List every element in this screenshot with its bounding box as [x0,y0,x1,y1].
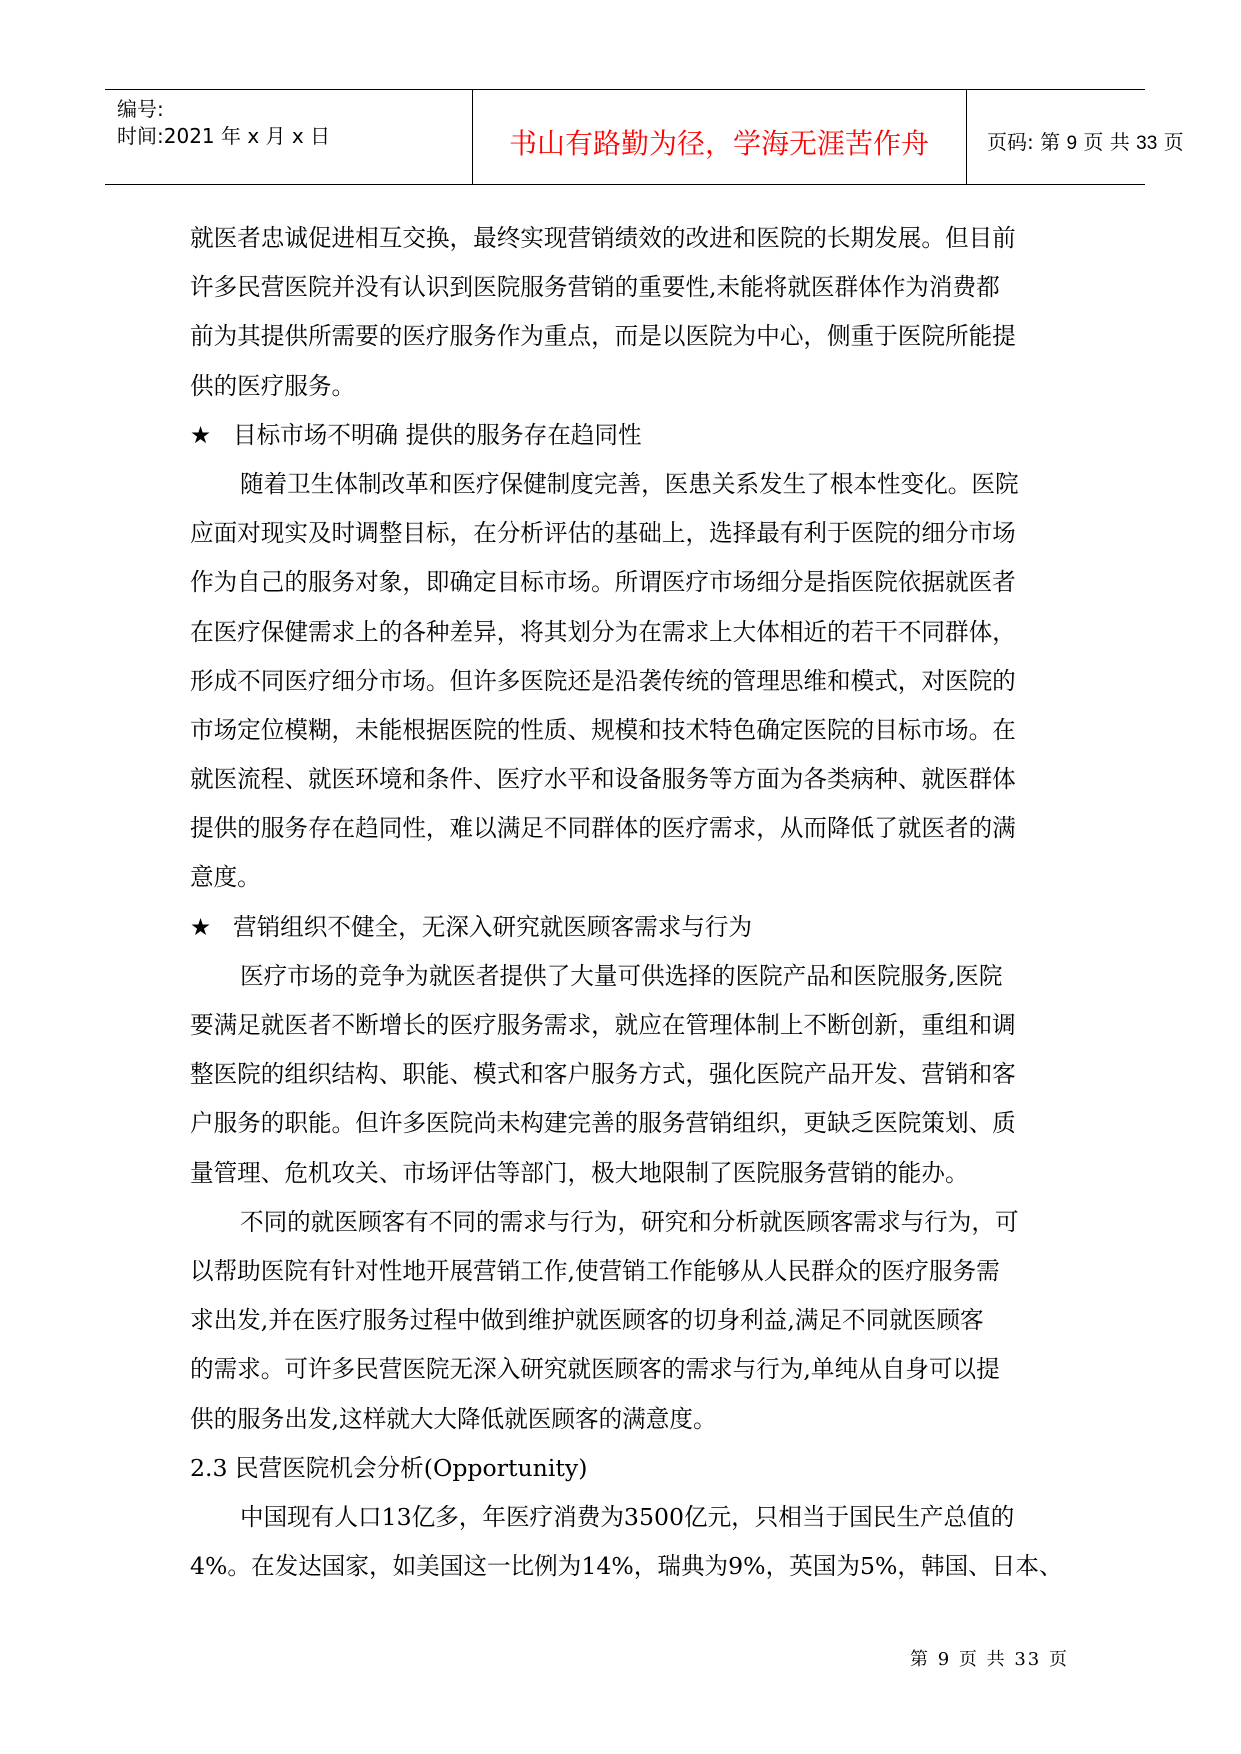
header-page-info [987,126,1184,155]
text-line: 提供的服务存在趋同性，难以满足不同群体的医疗需求，从而降低了就医者的满 [190,814,1016,843]
text-line: 就医者忠诚促进相互交换，最终实现营销绩效的改进和医院的长期发展。但目前 [190,224,1016,252]
text-line: 医疗市场的竞争为就医者提供了大量可供选择的医院产品和医院服务,医院 [240,961,1003,990]
page-number: 9 [1066,133,1078,154]
text-line: 的需求。可许多民营医院无深入研究就医顾客的需求与行为,单纯从自身可以提 [190,1355,1000,1384]
text-line: 应面对现实及时调整目标，在分析评估的基础上，选择最有利于医院的细分市场 [190,519,1016,548]
text-line: 形成不同医疗细分市场。但许多医院还是沿袭传统的管理思维和模式，对医院的 [190,666,1016,695]
text-line: 整医院的组织结构、职能、模式和客户服务方式，强化医院产品开发、营销和客 [190,1060,1016,1089]
text-line: 随着卫生体制改革和医疗保健制度完善，医患关系发生了根本性变化。医院 [240,469,1019,498]
page-footer: 第 9 页 共 33 页 [910,1649,1069,1670]
text-line: 意度。 [190,863,261,892]
bullet-heading-text: 营销组织不健全，无深入研究就医顾客需求与行为 [233,912,753,941]
text-line: 不同的就医顾客有不同的需求与行为，研究和分析就医顾客需求与行为，可 [240,1207,1019,1236]
text-line: 前为其提供所需要的医疗服务作为重点，而是以医院为中心，侧重于医院所能提 [190,322,1016,351]
star-icon: ★ [190,912,212,941]
page-mid: 页 共 [1083,130,1130,154]
star-icon: ★ [190,420,212,449]
text-line: 以帮助医院有针对性地开展营销工作,使营销工作能够从人民群众的医疗服务需 [190,1256,1000,1285]
doc-code-label: 编号: [117,97,164,121]
header-motto-cell [472,90,967,184]
text-line: 市场定位模糊，未能根据医院的性质、规模和技术特色确定医院的目标市场。在 [190,715,1016,744]
time-label: 时间: [117,124,164,148]
text-line: 供的医疗服务。 [190,371,356,400]
text-line: 作为自己的服务对象，即确定目标市场。所谓医疗市场细分是指医院依据就医者 [190,568,1016,597]
text-line: 中国现有人口13亿多，年医疗消费为3500亿元，只相当于国民生产总值的 [240,1502,1015,1531]
text-line: 要满足就医者不断增长的医疗服务需求，就应在管理体制上不断创新，重组和调 [190,1011,1016,1039]
document-body [190,214,1080,1591]
section-heading: 2.3 民营医院机会分析(Opportunity) [190,1453,588,1482]
doc-time [117,120,330,149]
text-line: 供的服务出发,这样就大大降低就医顾客的满意度。 [190,1404,717,1433]
bullet-heading [190,411,1080,460]
bullet-heading-text: 目标市场不明确 提供的服务存在趋同性 [233,420,642,449]
text-line: 在医疗保健需求上的各种差异，将其划分为在需求上大体相近的若干不同群体， [190,617,1016,646]
text-line: 求出发,并在医疗服务过程中做到维护就医顾客的切身利益,满足不同就医顾客 [190,1306,984,1335]
page-header [105,89,1184,185]
text-line: 4%。在发达国家，如美国这一比例为14%，瑞典为9%，英国为5%，韩国、日本、 [190,1552,1063,1581]
time-value: 2021 年 x 月 x 日 [163,124,331,148]
header-left-cell [117,90,473,184]
header-motto: 书山有路勤为径，学海无涯苦作舟 [508,127,929,160]
total-pages: 33 [1136,133,1158,154]
page-suffix: 页 [1163,130,1184,154]
text-line: 量管理、危机攻关、市场评估等部门，极大地限制了医院服务营销的能办。 [190,1158,969,1187]
page-prefix: 页码: 第 [987,130,1061,154]
text-line: 就医流程、就医环境和条件、医疗水平和设备服务等方面为各类病种、就医群体 [190,765,1016,794]
bullet-heading [190,903,1080,952]
text-line: 许多民营医院并没有认识到医院服务营销的重要性,未能将就医群体作为消费都 [190,273,1000,302]
text-line: 户服务的职能。但许多医院尚未构建完善的服务营销组织，更缺乏医院策划、质 [190,1109,1016,1138]
